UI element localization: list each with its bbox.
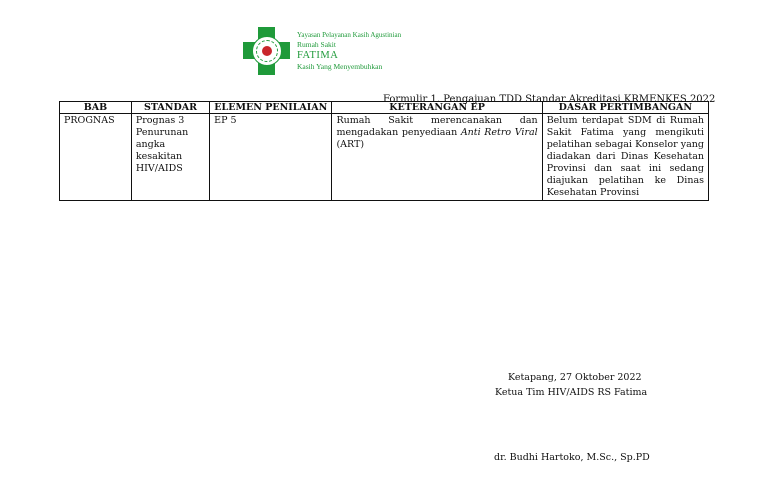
signature-role: Ketua Tim HIV/AIDS RS Fatima	[495, 387, 648, 398]
cell-standar: Prognas 3 Penurunan angka kesakitan HIV/AIDS	[131, 114, 209, 201]
foundation-name: Yayasan Pelayanan Kasih Agustinian	[297, 31, 402, 39]
keterangan-text-italic: Anti Retro Viral	[460, 127, 538, 138]
organization-info	[297, 32, 401, 71]
table-row	[60, 114, 709, 201]
column-header-keterangan: KETERANGAN EP	[332, 102, 542, 114]
signature-place-date: Ketapang, 27 Oktober 2022	[508, 372, 642, 383]
standard-exemption-table	[59, 101, 709, 201]
keterangan-text-start: Rumah Sakit merencanakan dan mengadakan penyediaan	[336, 115, 538, 138]
hospital-motto: Kasih Yang Menyembuhkan	[297, 62, 383, 71]
signature-name: dr. Budhi Hartoko, M.Sc., Sp.PD	[494, 452, 650, 463]
hospital-cross-logo-icon	[243, 27, 290, 75]
hospital-seal-icon	[252, 36, 282, 66]
hospital-name: FATIMA	[297, 49, 339, 61]
column-header-bab: BAB	[60, 102, 132, 114]
cell-bab: PROGNAS	[60, 114, 132, 201]
hospital-logo-header	[243, 27, 443, 79]
cell-dasar: Belum terdapat SDM di Rumah Sakit Fatima yang mengikuti pelatihan sebagai Konselor yang diadakan dari Dinas Kesehatan Provinsi dan saat ini sedang diajukan pelatihan ke Dinas Kesehatan Provinsi	[542, 114, 708, 201]
column-header-elemen: ELEMEN PENILAIAN	[210, 102, 332, 114]
cell-elemen: EP 5	[210, 114, 332, 201]
cell-keterangan	[332, 114, 542, 201]
form-title: Formulir 1. Pengajuan TDD Standar Akreditasi KRMENKES 2022	[383, 94, 716, 105]
keterangan-text-end: (ART)	[336, 139, 365, 150]
table-header-row	[60, 102, 709, 114]
column-header-dasar: DASAR PERTIMBANGAN	[542, 102, 708, 114]
column-header-standar: STANDAR	[131, 102, 209, 114]
hospital-type: Rumah Sakit	[297, 40, 336, 49]
